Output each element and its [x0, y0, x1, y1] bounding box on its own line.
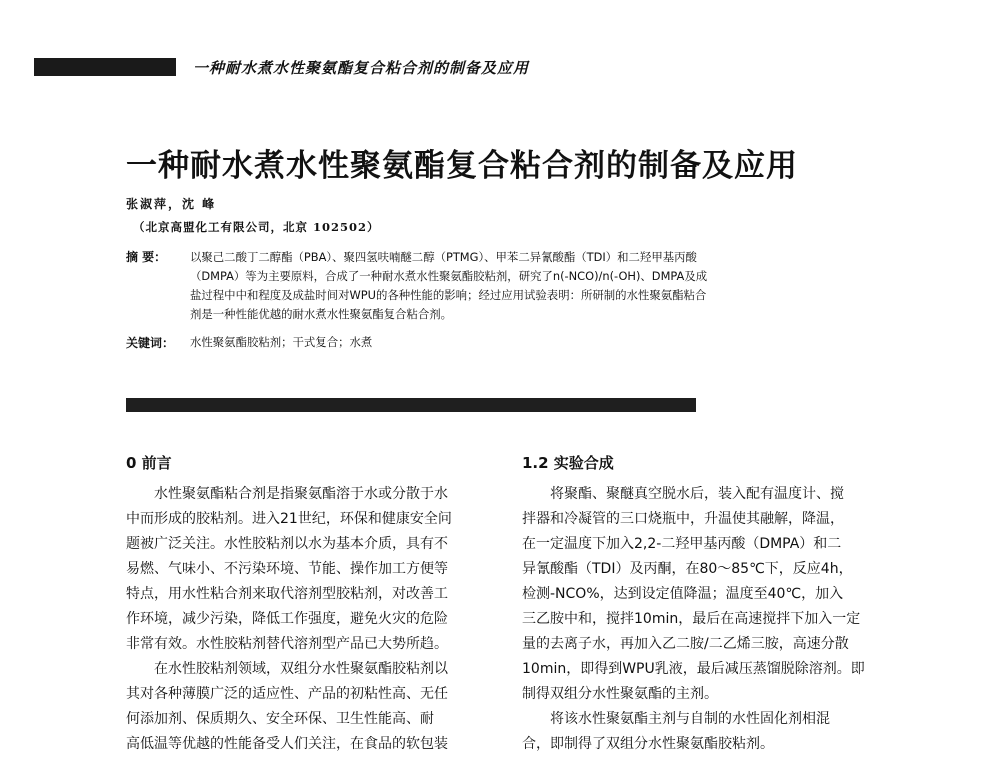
- abstract-line: 盐过程中中和程度及成盐时间对WPU的各种性能的影响；经过应用试验表明：所研制的水性聚氨酯粘合: [190, 288, 707, 302]
- text-line: 易燃、气味小、不污染环境、节能、操作加工方便等: [126, 561, 448, 577]
- abstract-label: 摘 要：: [126, 250, 167, 264]
- text-line: 将聚酯、聚醚真空脱水后，装入配有温度计、搅: [550, 486, 844, 502]
- text-line: 异氰酸酯（TDI）及丙酮，在80～85℃下，反应4h，: [522, 561, 853, 577]
- intro-paragraph-1: [126, 482, 490, 657]
- abstract-line: 以聚己二酸丁二醇酯（PBA）、聚四氢呋喃醚二醇（PTMG）、甲苯二异氰酸酯（TDI）和二羟甲基丙酸: [190, 250, 697, 264]
- journal-header-bar: [34, 58, 176, 76]
- text-line: 量的去离子水，再加入乙二胺/二乙烯三胺，高速分散: [522, 636, 849, 652]
- abstract-line: （DMPA）等为主要原料，合成了一种耐水煮水性聚氨酯胶粘剂，研究了n(-NCO)/n(-OH)、DMPA及成: [190, 269, 708, 283]
- running-title: 一种耐水煮水性聚氨酯复合粘合剂的制备及应用: [193, 59, 530, 77]
- synthesis-paragraph-1: [522, 482, 886, 707]
- text-line: 三乙胺中和，搅拌10min，最后在高速搅拌下加入一定: [522, 611, 861, 627]
- affiliation: （北京高盟化工有限公司，北京 102502）: [133, 220, 380, 234]
- article-title: 一种耐水煮水性聚氨酯复合粘合剂的制备及应用: [126, 148, 798, 184]
- section-divider-bar: [126, 398, 696, 412]
- text-line: 10min，即得到WPU乳液，最后减压蒸馏脱除溶剂。即: [522, 661, 865, 677]
- authors: 张淑萍，沈 峰: [126, 197, 217, 211]
- abstract-text: [190, 248, 810, 324]
- text-line: 将该水性聚氨酯主剂与自制的水性固化剂相混: [550, 711, 830, 727]
- synthesis-paragraph-2: [522, 707, 886, 757]
- section-heading-introduction: 0 前言: [126, 454, 172, 472]
- text-line: 其对各种薄膜广泛的适应性、产品的初粘性高、无任: [126, 686, 448, 702]
- section-heading-synthesis: 1.2 实验合成: [522, 454, 614, 472]
- text-line: 题被广泛关注。水性胶粘剂以水为基本介质，具有不: [126, 536, 448, 552]
- text-line: 何添加剂、保质期久、安全环保、卫生性能高、耐: [126, 711, 434, 727]
- text-line: 水性聚氨酯粘合剂是指聚氨酯溶于水或分散于水: [154, 486, 448, 502]
- text-line: 中而形成的胶粘剂。进入21世纪，环保和健康安全问: [126, 511, 452, 527]
- text-line: 高低温等优越的性能备受人们关注，在食品的软包装: [126, 736, 448, 752]
- text-line: 检测-NCO%，达到设定值降温；温度至40℃，加入: [522, 586, 844, 602]
- left-column: [126, 452, 490, 757]
- text-line: 在水性胶粘剂领域，双组分水性聚氨酯胶粘剂以: [154, 661, 448, 677]
- intro-paragraph-2: [126, 657, 490, 757]
- keywords-label: 关键词：: [126, 336, 175, 350]
- text-line: 在一定温度下加入2,2-二羟甲基丙酸（DMPA）和二: [522, 536, 842, 552]
- text-line: 制得双组分水性聚氨酯的主剂。: [522, 686, 718, 702]
- text-line: 非常有效。水性胶粘剂替代溶剂型产品已大势所趋。: [126, 636, 448, 652]
- right-column: [522, 452, 886, 757]
- text-line: 拌器和冷凝管的三口烧瓶中，升温使其融解，降温，: [522, 511, 844, 527]
- text-line: 特点，用水性粘合剂来取代溶剂型胶粘剂，对改善工: [126, 586, 448, 602]
- abstract-line: 剂是一种性能优越的耐水煮水性聚氨酯复合粘合剂。: [190, 307, 452, 321]
- keywords-text: 水性聚氨酯胶粘剂；干式复合；水煮: [190, 335, 373, 349]
- text-line: 合，即制得了双组分水性聚氨酯胶粘剂。: [522, 736, 774, 752]
- text-line: 作环境，减少污染，降低工作强度，避免火灾的危险: [126, 611, 448, 627]
